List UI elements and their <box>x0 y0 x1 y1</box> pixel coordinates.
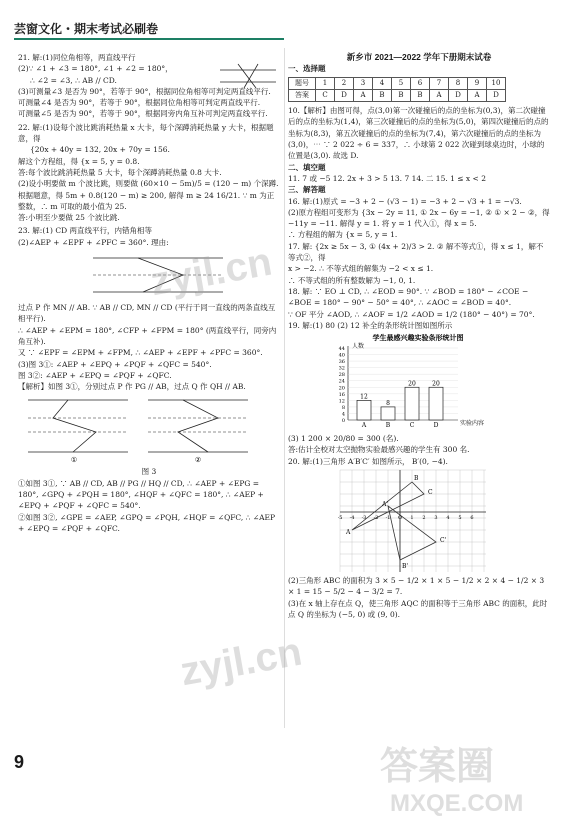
answer-table-header: 答案 <box>289 89 316 101</box>
paper-title: 新乡市 2021—2022 学年下册期末试卷 <box>346 52 492 62</box>
fig3-sub2-label: ② <box>194 456 202 465</box>
answer-cell: C <box>316 89 335 101</box>
q23-line: ②如图 3②, ∠GPE = ∠AEP, ∠GPQ = ∠PQH, ∠HQF = ∠QFC, ∴ ∠AEP + ∠EPQ = ∠PQF + ∠QFC. <box>18 512 276 533</box>
bar-chart <box>318 332 518 432</box>
q16-line: 16. 解:(1)原式 = −3 + 2 − (√3 − 1) = −3 + 2 − √3 + 1 = −√3. <box>288 196 522 206</box>
grid-point-label: C' <box>440 537 447 545</box>
grid-tick-label: 5 <box>458 515 462 522</box>
chart-ytick-label: 28 <box>338 372 345 379</box>
fig3-sub1-label: ① <box>70 456 78 465</box>
header-rule <box>14 38 284 40</box>
q23-line: 23. 解:(1) CD 两直线平行，内错角相等 <box>18 226 152 236</box>
coordinate-grid <box>338 468 488 574</box>
answer-cell: B <box>411 89 430 101</box>
q18-line: 18. 解: ∵ EO ⊥ CD, ∴ ∠EOD = 90°. ∵ ∠BOD = 180° − ∠COE − ∠BOE = 180° − 90° − 50° = 40°, ∴ ∠AOC = ∠BOD = 40°. <box>288 286 529 308</box>
chart-ytick-label: 12 <box>338 398 345 405</box>
grid-point-label: B <box>414 475 419 483</box>
right-column <box>288 52 550 620</box>
chart-ytick-label: 16 <box>338 391 345 398</box>
q22-equation: {20x + 40y = 132, 20x + 70y = 156. <box>30 145 170 155</box>
answer-table-row-numbers <box>289 77 506 89</box>
q21-block <box>18 52 280 120</box>
q23-line: (2)∠AEP + ∠EPF + ∠PFC = 360°. 理由: <box>18 237 169 247</box>
chart-ytick-label: 32 <box>338 365 345 372</box>
header-title: 芸窗文化・期末考试必刷卷 <box>14 22 159 36</box>
q21-line: 可测量∠5 是否为 90°，若等于 90°，根据同旁内角互补可判定两直线平行. <box>18 109 268 119</box>
q19-line: 19. 解:(1) 80 (2) 12 补全的条形统计图如图所示 <box>288 320 453 330</box>
page-header <box>14 18 284 40</box>
q22-line: 22. 解:(1)设每个波比跳消耗热量 x 大卡，每个深蹲消耗热量 y 大卡，根据题意，得 <box>18 122 274 144</box>
q16-line: (2)原方程组可变形为 {3x − 2y = 11, ① 2x − 6y = −1, ② ① × 2 − ②，得 −11y = −11. 解得 y = 1. 将 y = 1 代入①，得 x = 5. <box>288 207 550 229</box>
chart-ytick-label: 20 <box>338 385 345 392</box>
chart-category-label: D <box>433 422 439 430</box>
q21-line: 可测量∠4 是否为 90°，若等于 90°，根据同位角相等可判定两直线平行. <box>18 98 261 108</box>
answer-cell: D <box>449 89 468 101</box>
q19-line: 答:估计全校对太空抛物实验最感兴趣的学生有 300 名. <box>288 445 470 455</box>
q22-block <box>18 122 280 224</box>
answer-cell: A <box>430 89 449 101</box>
q21-figure <box>218 62 278 90</box>
chart-data-label: 20 <box>432 380 440 388</box>
q18-line: ∵ OF 平分 ∠AOD, ∴ ∠AOF = 1/2 ∠AOD = 1/2 (180° − 40°) = 70°. <box>288 309 535 319</box>
grid-tick-label: 3 <box>434 515 438 522</box>
q22-line: (2)设小明要做 m 个波比跳，则要做 (60×10 − 5m)/5 = (120 − m) 个深蹲. 根据题意，得 5m + 0.8(120 − m) ≥ 200, 解得 m ≥ 24 16/21. ∵ m 为正整数，∴ m 可取的最小值为 25. <box>18 179 279 211</box>
section-choice: 一、选择题 <box>288 64 326 74</box>
q22-line: 答:每个波比跳消耗热量 5 大卡，每个深蹲消耗热量 0.8 大卡. <box>18 167 222 177</box>
q17-line: 17. 解: {2x ≥ 5x − 3, ① (4x + 2)/3 > 2. ② 解不等式①，得 x ≤ 1，解不等式②，得 <box>288 241 544 263</box>
grid-tick-label: -2 <box>373 515 379 522</box>
q21-line: (2)∵ ∠1 + ∠3 = 180°, ∠1 + ∠2 = 180°， <box>18 64 173 74</box>
chart-ylabel: 人数 <box>352 343 365 351</box>
q10-text: 10.【解析】由图可得，点(3,0)第一次碰撞后的点的坐标为(0,3)，第二次碰撞后的点的坐标为(1,4)，第三次碰撞后的点的坐标为(5,0)，第四次碰撞后的点的坐标为(8,3)，第五次碰撞后的点的坐标为(7,4)，第六次碰撞后的点的坐标为(3,0)，⋯ ∵ 2 022 ÷ 6 = 337，∴ 小球第 2 022 次碰到球桌边时，小球的位置是(3,0). 故选 D. <box>288 106 549 161</box>
answer-number: 2 <box>335 77 354 89</box>
answer-number: 6 <box>411 77 430 89</box>
q20-line: 20. 解:(1)三角形 A′B′C′ 如图所示， B′(0, −4). <box>288 456 448 466</box>
chart-ytick-label: 40 <box>338 352 345 359</box>
answer-number: 5 <box>392 77 411 89</box>
q21-line: ∴ ∠2 = ∠3, ∴ AB // CD. <box>30 75 117 85</box>
q23-line: (3)图 3①: ∠AEP + ∠EPQ + ∠PQF + ∠QFC = 540°. <box>18 359 212 369</box>
chart-ytick-label: 44 <box>338 346 345 353</box>
grid-point-label: C <box>428 489 433 497</box>
answer-table-row-answers <box>289 89 506 101</box>
answer-number: 10 <box>487 77 506 89</box>
q22-line: 答:小明至少要做 25 个波比跳. <box>18 213 120 223</box>
answer-number: 7 <box>430 77 449 89</box>
chart-ytick-label: 0 <box>341 418 345 425</box>
grid-point-label: A' <box>382 501 388 509</box>
q23-line: 又 ∵ ∠EPF = ∠EPM + ∠FPM, ∴ ∠AEP + ∠EPF + ∠PFC = 360°. <box>18 348 263 358</box>
answer-table-header: 题号 <box>289 77 316 89</box>
q17-line: ∴ 不等式组的所有整数解为 −1, 0, 1. <box>288 275 416 285</box>
watermark: 答案圈 <box>380 746 495 788</box>
chart-category-label: C <box>409 422 415 430</box>
q16-line: ∴ 方程组的解为 {x = 5, y = 1. <box>288 230 398 240</box>
chart-category-label: B <box>385 422 391 430</box>
grid-tick-label: 1 <box>410 515 414 522</box>
column-divider <box>284 48 285 728</box>
chart-xlabel: 实验内容 <box>460 420 485 428</box>
answer-cell: A <box>354 89 373 101</box>
grid-tick-label: 6 <box>470 515 474 522</box>
answer-number: 8 <box>449 77 468 89</box>
answer-table <box>288 77 506 103</box>
q22-line: 解这个方程组，得 {x = 5, y = 0.8. <box>18 156 140 166</box>
chart-ytick-label: 24 <box>338 378 345 385</box>
q23-figure-3 <box>18 394 258 464</box>
q21-line: (3)可测量∠3 是否为 90°，若等于 90°，根据同位角相等可判定两直线平行. <box>18 86 271 96</box>
grid-tick-label: -3 <box>361 515 367 522</box>
grid-tick-label: 4 <box>446 515 450 522</box>
answer-cell: A <box>468 89 487 101</box>
grid-tick-label: -4 <box>349 515 355 522</box>
answer-cell: D <box>335 89 354 101</box>
q20-line: (2)三角形 ABC 的面积为 3 × 5 − 1/2 × 1 × 5 − 1/2 × 2 × 4 − 1/2 × 3 × 1 = 15 − 5/2 − 4 − 3/2 = 7. <box>288 576 545 597</box>
grid-point-label: B' <box>402 563 409 571</box>
watermark: MXQE.COM <box>390 790 524 817</box>
grid-tick-label: -1 <box>385 515 391 522</box>
section-fill: 二、填空题 <box>288 162 326 172</box>
grid-tick-label: O <box>397 515 403 522</box>
chart-data-label: 8 <box>386 400 390 408</box>
q23-line: 图 3②: ∠AEP + ∠EPQ = ∠PQF + ∠QFC. <box>18 370 172 380</box>
chart-bar <box>429 387 443 420</box>
answer-number: 3 <box>354 77 373 89</box>
chart-title: 学生最感兴趣实验条形统计图 <box>372 333 464 343</box>
q23-line: ①如图 3①, ∵ AB // CD, AB // PG // HQ // CD, ∴ ∠AEP + ∠EPG = 180°, ∠GPQ + ∠PQH = 180°, ∠HQF + ∠QFC = 180°, ∴ ∠AEP + ∠EPQ + ∠PQF + ∠QFC = 540°. <box>18 478 264 511</box>
answer-cell: D <box>487 89 506 101</box>
chart-bar <box>357 400 371 420</box>
answer-number: 1 <box>316 77 335 89</box>
q23-line: ∴ ∠AEP + ∠EPM = 180°, ∠CFP + ∠FPM = 180° (两直线平行，同旁内角互补). <box>18 325 277 346</box>
grid-point-label: A <box>346 529 351 537</box>
chart-ytick-label: 8 <box>341 405 345 412</box>
q17-line: x > −2. ∴ 不等式组的解集为 −2 < x ≤ 1. <box>288 264 434 274</box>
watermark: zyjl.cn <box>147 239 276 305</box>
q19-line: (3) 1 200 × 20/80 = 300 (名). <box>288 434 399 444</box>
left-column <box>18 52 280 534</box>
chart-ytick-label: 4 <box>341 411 345 418</box>
fig3-caption: 图 3 <box>141 467 157 477</box>
page-number: 9 <box>14 752 25 772</box>
q23-line: 过点 P 作 MN // AB. ∵ AB // CD, MN // CD (平行于同一直线的两条直线互相平行). <box>18 303 276 324</box>
grid-tick-label: 2 <box>422 515 426 522</box>
chart-bar <box>381 407 395 420</box>
q20-line: (3)在 x 轴上存在点 Q，使三角形 AQC 的面积等于三角形 ABC 的面积，此时点 Q 的坐标为 (−5, 0) 或 (9, 0). <box>288 598 548 619</box>
section-solve: 三、解答题 <box>288 185 326 195</box>
chart-data-label: 12 <box>360 393 368 401</box>
answer-number: 9 <box>468 77 487 89</box>
chart-ytick-label: 36 <box>338 359 345 366</box>
answer-cell: B <box>392 89 411 101</box>
answer-cell: B <box>373 89 392 101</box>
chart-data-label: 20 <box>408 380 416 388</box>
q23-line: 【解析】如图 3①，分别过点 P 作 PG // AB，过点 Q 作 QH // AB. <box>18 382 246 392</box>
chart-bar <box>405 387 419 420</box>
grid-tick-label: -5 <box>338 515 343 522</box>
q21-line: 21. 解:(1)同位角相等，两直线平行 <box>18 53 136 62</box>
answer-number: 4 <box>373 77 392 89</box>
fill-answers: 11. 7 或 −5 12. 2x + 3 > 5 13. 7 14. 二 15. 1 ≤ x < 2 <box>288 173 486 183</box>
watermark: zyjl.cn <box>177 629 306 695</box>
chart-category-label: A <box>361 422 367 430</box>
